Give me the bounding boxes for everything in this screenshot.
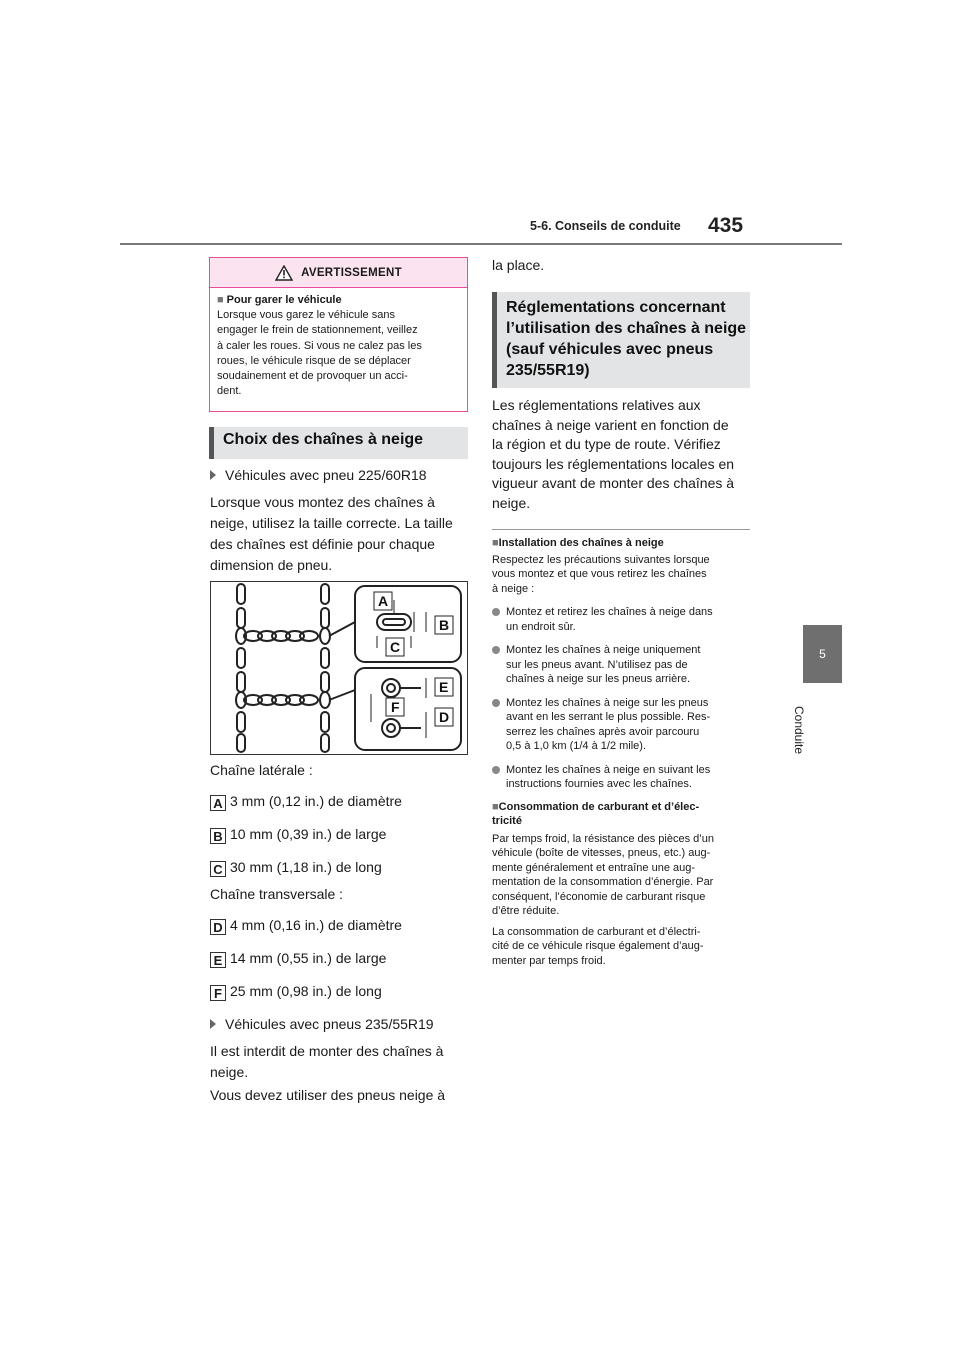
warning-line: dent.	[217, 385, 242, 398]
chain-diagram	[210, 581, 468, 755]
warning-body	[210, 288, 467, 399]
chapter-label: Conduite	[792, 705, 806, 755]
warning-subheading: ■ Pour garer le véhicule	[217, 293, 461, 308]
warning-line: engager le frein de stationnement, veillez	[217, 324, 418, 337]
fuel-line: véhicule (boîte de vitesses, pneus, etc.) aug-	[492, 847, 711, 859]
running-header: 5-6. Conseils de conduite	[530, 219, 681, 233]
fuel-line: mentation de la consommation d’énergie. Par	[492, 876, 714, 888]
warning-triangle-icon	[275, 265, 293, 281]
paragraph-line: vigueur avant de monter des chaînes à	[492, 475, 735, 491]
spec-letter: F	[210, 985, 226, 1001]
install-item: Montez les chaînes à neige sur les pneus avant en les serrant le plus possible. Res- serrez les chaînes après avoir parcouru 0,5 à 1,0 km (1/4 à 1/2 mile).	[492, 696, 754, 754]
paragraph-line: neige, utilisez la taille correcte. La taille	[210, 515, 453, 531]
section-heading-chains: Choix des chaînes à neige	[209, 427, 468, 459]
triangle-bullet-icon	[210, 1019, 216, 1029]
install-intro-line: vous montez et que vous retirez les chaînes	[492, 568, 707, 580]
diagram-label-b: B	[439, 617, 450, 633]
paragraph-line: chaînes à neige varient en fonction de	[492, 416, 729, 433]
square-bullet-icon: ■	[492, 800, 499, 813]
vehicle-bullet-235: Véhicules avec pneus 235/55R19	[210, 1014, 472, 1035]
fuel-heading: ■Consommation de carburant et d’élec- tricité	[492, 800, 700, 827]
round-bullet-icon	[492, 766, 500, 774]
left-column	[210, 465, 472, 576]
triangle-bullet-icon	[210, 470, 216, 480]
regulations-paragraph	[492, 396, 754, 513]
chain-specs	[210, 760, 472, 1106]
spec-letter: B	[210, 828, 226, 844]
right-details	[492, 536, 754, 968]
fuel-line: Par temps froid, la résistance des pièces d’un	[492, 832, 714, 845]
warning-line: Lorsque vous garez le véhicule sans	[217, 309, 395, 322]
divider	[492, 529, 750, 530]
square-bullet-icon: ■	[492, 537, 499, 549]
paragraph-line: Vous devez utiliser des pneus neige à	[210, 1087, 446, 1103]
header-rule	[120, 243, 842, 245]
fuel-line: d’être réduite.	[492, 905, 560, 917]
round-bullet-icon	[492, 699, 500, 707]
spec-item: F 25 mm (0,98 in.) de long	[210, 981, 472, 1002]
warning-header	[210, 258, 467, 288]
fuel-line: menter par temps froid.	[492, 954, 606, 967]
warning-title: AVERTISSEMENT	[301, 266, 402, 279]
diagram-label-f: F	[391, 699, 400, 715]
diagram-label-c: C	[390, 639, 401, 655]
install-item: Montez et retirez les chaînes à neige dans un endroit sûr.	[492, 605, 754, 634]
round-bullet-icon	[492, 646, 500, 654]
side-chain-label: Chaîne latérale :	[210, 762, 313, 778]
fuel-line: cité de ce véhicule risque également d’aug-	[492, 940, 704, 952]
spec-letter: C	[210, 861, 226, 877]
chapter-tab: 5	[803, 625, 842, 683]
continuation-text: la place.	[492, 257, 545, 273]
spec-item: C 30 mm (1,18 in.) de long	[210, 857, 472, 878]
paragraph-line: neige.	[210, 1064, 249, 1080]
paragraph-line: Les réglementations relatives aux	[492, 397, 701, 413]
paragraph-line: des chaînes est définie pour chaque	[210, 536, 435, 552]
paragraph-line: Lorsque vous montez des chaînes à	[210, 494, 435, 510]
round-bullet-icon	[492, 608, 500, 616]
install-intro-line: Respectez les précautions suivantes lorsque	[492, 553, 710, 566]
install-heading: ■Installation des chaînes à neige	[492, 537, 664, 549]
spec-item: A 3 mm (0,12 in.) de diamètre	[210, 791, 472, 812]
warning-line: soudainement et de provoquer un acci-	[217, 370, 408, 383]
diagram-label-a: A	[378, 593, 389, 609]
spec-item: D 4 mm (0,16 in.) de diamètre	[210, 915, 472, 936]
spec-item: E 14 mm (0,55 in.) de large	[210, 948, 472, 969]
warning-line: roues, le véhicule risque de se déplacer	[217, 354, 411, 367]
install-item: Montez les chaînes à neige en suivant les instructions fournies avec les chaînes.	[492, 763, 754, 792]
install-item: Montez les chaînes à neige uniquement sur les pneus avant. N’utilisez pas de chaînes à neige sur les pneus arrière.	[492, 643, 754, 687]
fuel-line: mente généralement et entraîne une aug-	[492, 861, 696, 874]
fuel-line: conséquent, l’économie de carburant risque	[492, 890, 706, 903]
cross-chain-label: Chaîne transversale :	[210, 886, 344, 902]
warning-line: à caler les roues. Si vous ne calez pas les	[217, 339, 422, 352]
page-number: 435	[708, 214, 744, 237]
fuel-line: La consommation de carburant et d’électri-	[492, 925, 701, 938]
chain-illustration	[211, 582, 467, 754]
spec-letter: D	[210, 919, 226, 935]
install-intro-line: à neige :	[492, 582, 535, 595]
vehicle-bullet-225: Véhicules avec pneu 225/60R18	[210, 465, 472, 486]
diagram-label-e: E	[439, 679, 449, 695]
paragraph-line: la région et du type de route. Vérifiez	[492, 436, 721, 452]
square-bullet-icon: ■	[217, 294, 224, 306]
section-heading-regulations: Réglementations concernant l’utilisation des chaînes à neige (sauf véhicules avec pneus 235/55R19)	[492, 292, 750, 388]
spec-letter: A	[210, 795, 226, 811]
paragraph-line: neige.	[492, 494, 531, 511]
warning-box	[209, 257, 468, 412]
spec-item: B 10 mm (0,39 in.) de large	[210, 824, 472, 845]
paragraph-line: toujours les réglementations locales en	[492, 455, 735, 472]
paragraph-line: Il est interdit de monter des chaînes à	[210, 1043, 444, 1059]
paragraph-line: dimension de pneu.	[210, 557, 333, 573]
spec-letter: E	[210, 952, 226, 968]
diagram-label-d: D	[439, 709, 450, 725]
